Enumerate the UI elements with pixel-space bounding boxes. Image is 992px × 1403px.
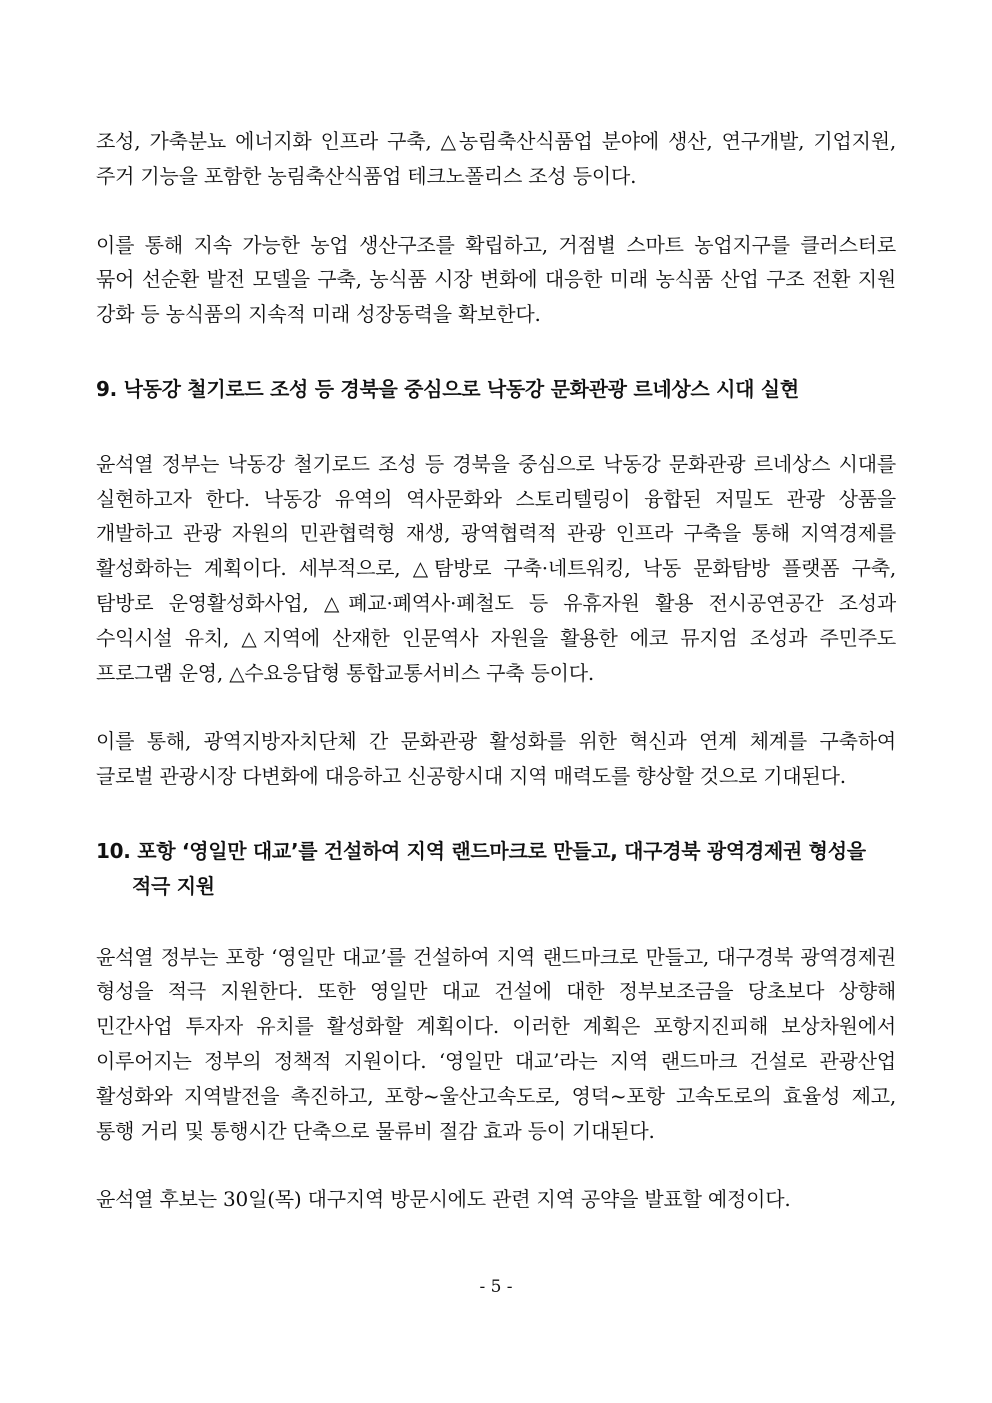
paragraph-nakdong-expectation: 이를 통해, 광역지방자치단체 간 문화관광 활성화를 위한 혁신과 연계 체계를 구축하여 글로벌 관광시장 다변화에 대응하고 신공항시대 지역 매력도를 향상할 것으로 기대된다. bbox=[96, 729, 896, 789]
page-number: - 5 - bbox=[479, 1277, 513, 1297]
paragraph-agri-growth: 이를 통해 지속 가능한 농업 생산구조를 확립하고, 거점별 스마트 농업지구를 클러스터로 묶어 선순환 발전 모델을 구축, 농식품 시장 변화에 대응한 미래 농식품 산업 구조 전환 지원 강화 등 농식품의 지속적 미래 성장동력을 확보한다. bbox=[96, 232, 896, 327]
paragraph-nakdong-tourism: 윤석열 정부는 낙동강 철기로드 조성 등 경북을 중심으로 낙동강 문화관광 르네상스 시대를 실현하고자 한다. 낙동강 유역의 역사문화와 스토리텔링이 융합된 저밀도 관광 상품을 개발하고 관광 자원의 민관협력형 재생, 광역협력적 관광 인프라 구축을 통해 지역경제를 활성화하는 계획이다. 세부적으로, △탐방로 구축·네트워킹, 낙동 문화탐방 플랫폼 구축, 탐방로 운영활성화사업, △폐교·폐역사·폐철도 등 유휴자원 활용 전시공연공간 조성과 수익시설 유치, △지역에 산재한 인문역사 자원을 활용한 에코 뮤지엄 조성과 주민주도 프로그램 운영, △수요응답형 통합교통서비스 구축 등이다. bbox=[96, 451, 896, 685]
section-heading-9: 9. 낙동강 철기로드 조성 등 경북을 중심으로 낙동강 문화관광 르네상스 시대 실현 bbox=[96, 376, 799, 401]
paragraph-yeongil-bridge: 윤석열 정부는 포항 ‘영일만 대교’를 건설하여 지역 랜드마크로 만들고, 대구경북 광역경제권 형성을 적극 지원한다. 또한 영일만 대교 건설에 대한 정부보조금을 당초보다 상향해 민간사업 투자자 유치를 활성화할 계획이다. 이러한 계획은 포항지진피해 보상차원에서 이루어지는 정부의 정책적 지원이다. ‘영일만 대교’라는 지역 랜드마크 건설로 관광산업 활성화와 지역발전을 촉진하고, 포항~울산고속도로, 영덕~포항 고속도로의 효율성 제고, 통행 거리 및 통행시간 단축으로 물류비 절감 효과 등이 기대된다. bbox=[96, 944, 896, 1143]
paragraph-agri-techno-polis: 조성, 가축분뇨 에너지화 인프라 구축, △농림축산식품업 분야에 생산, 연구개발, 기업지원, 주거 기능을 포함한 농림축산식품업 테크노폴리스 조성 등이다. bbox=[96, 129, 896, 188]
document-body bbox=[96, 124, 896, 1217]
paragraph-daegu-visit: 윤석열 후보는 30일(목) 대구지역 방문시에도 관련 지역 공약을 발표할 예정이다. bbox=[96, 1187, 791, 1212]
section-heading-10: 10. 포항 ‘영일만 대교’를 건설하여 지역 랜드마크로 만들고, 대구경북 광역경제권 형성을 적극 지원 bbox=[96, 838, 866, 898]
